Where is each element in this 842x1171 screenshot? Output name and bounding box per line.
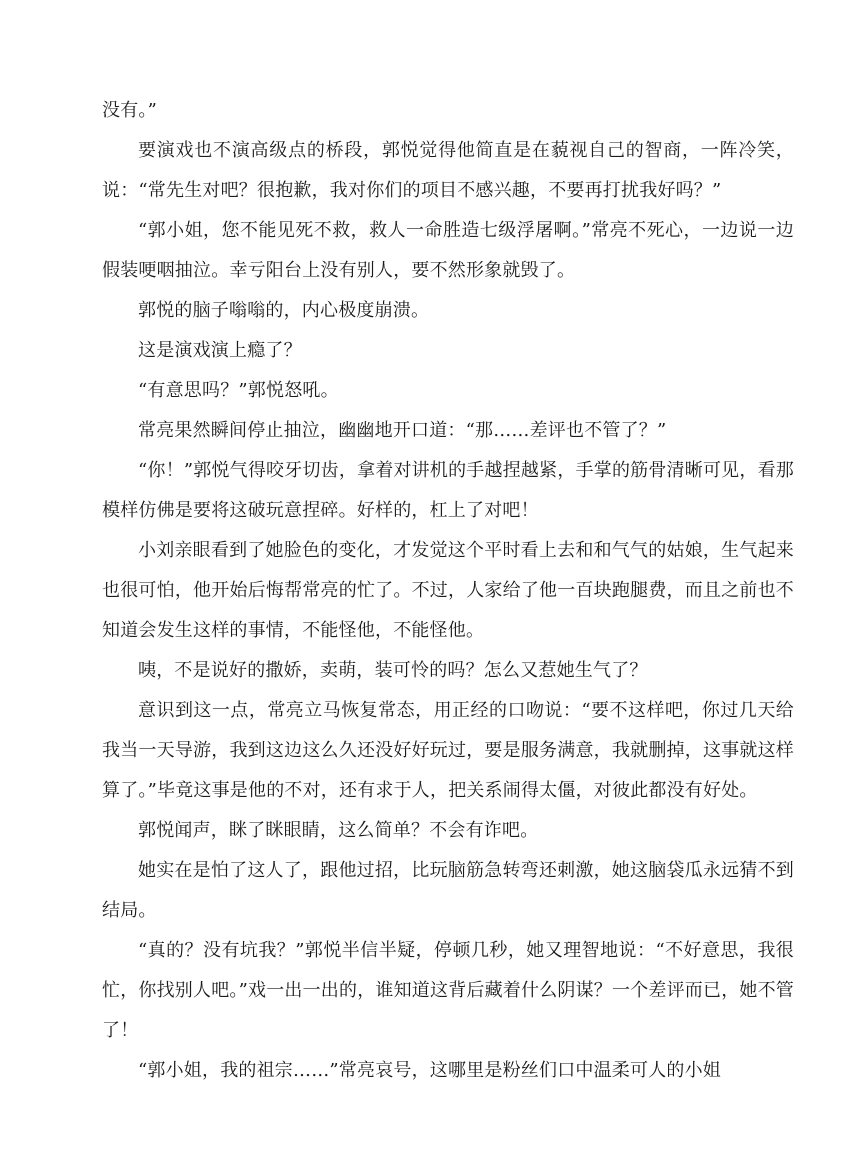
paragraph: 没有。”: [102, 100, 158, 121]
paragraph: 郭悦闻声，眯了眯眼睛，这么简单？不会有诈吧。: [138, 820, 539, 841]
paragraph: “真的？没有坑我？”郭悦半信半疑，停顿几秒，她又理智地说：“不好意思，我很忙，你找别人吧。”戏一出一出的，谁知道这背后藏着什么阴谋？一个差评而已，她不管了！: [102, 940, 794, 1041]
paragraph: 要演戏也不演高级点的桥段，郭悦觉得他简直是在藐视自己的智商，一阵冷笑，说：“常先生对吧？很抱歉，我对你们的项目不感兴趣，不要再打扰我好吗？”: [102, 140, 794, 201]
paragraph: 常亮果然瞬间停止抽泣，幽幽地开口道：“那……差评也不管了？”: [138, 420, 667, 441]
paragraph: 咦，不是说好的撒娇，卖萌，装可怜的吗？怎么又惹她生气了？: [138, 660, 648, 681]
paragraph: 这是演戏演上瘾了？: [138, 340, 302, 361]
paragraph: “郭小姐，我的祖宗……”常亮哀号，这哪里是粉丝们口中温柔可人的小姐: [138, 1060, 722, 1081]
paragraph: 郭悦的脑子嗡嗡的，内心极度崩溃。: [138, 300, 430, 321]
paragraph: “你！”郭悦气得咬牙切齿，拿着对讲机的手越捏越紧，手掌的筋骨清晰可见，看那模样仿佛是要将这破玩意捏碎。好样的，杠上了对吧！: [102, 460, 794, 521]
paragraph: 她实在是怕了这人了，跟他过招，比玩脑筋急转弯还刺激，她这脑袋瓜永远猜不到结局。: [102, 860, 794, 921]
paragraph: 意识到这一点，常亮立马恢复常态，用正经的口吻说：“要不这样吧，你过几天给我当一天导游，我到这边这么久还没好好玩过，要是服务满意，我就删掉，这事就这样算了。”毕竟这事是他的不对，还有求于人，把关系闹得太僵，对彼此都没有好处。: [102, 700, 794, 801]
paragraph: “郭小姐，您不能见死不救，救人一命胜造七级浮屠啊。”常亮不死心，一边说一边假装哽咽抽泣。幸亏阳台上没有别人，要不然形象就毁了。: [102, 220, 794, 281]
paragraph: 小刘亲眼看到了她脸色的变化，才发觉这个平时看上去和和气气的姑娘，生气起来也很可怕，他开始后悔帮常亮的忙了。不过，人家给了他一百块跑腿费，而且之前也不知道会发生这样的事情，不能怪他，不能怪他。: [102, 540, 794, 641]
text-body: [102, 91, 794, 1091]
paragraph: “有意思吗？”郭悦怒吼。: [138, 380, 339, 401]
